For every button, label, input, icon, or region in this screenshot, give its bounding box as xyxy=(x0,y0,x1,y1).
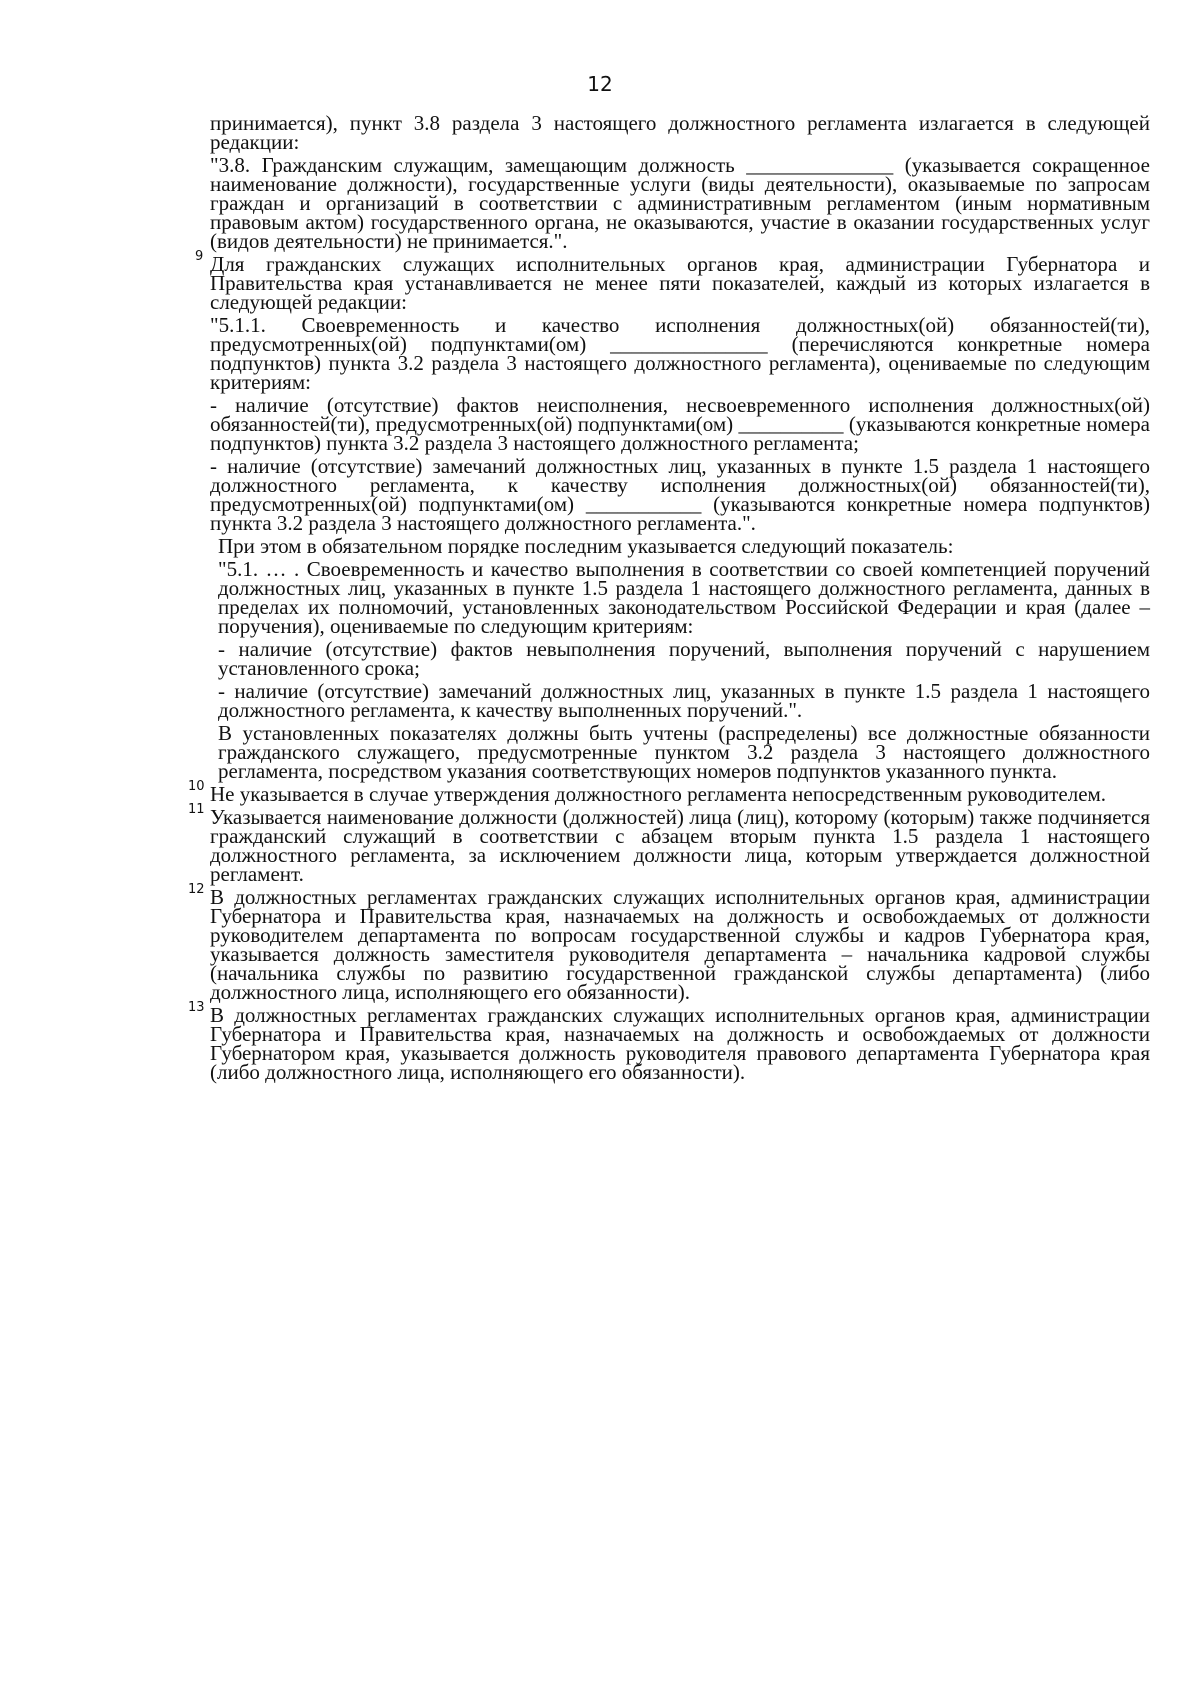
list-item: - наличие (отсутствие) фактов невыполнения поручений, выполнения поручений с нарушением установленного срока; xyxy=(218,637,1150,680)
list-item: - наличие (отсутствие) замечаний должностных лиц, указанных в пункте 1.5 раздела 1 настоящего должностного регламента, к качеству выполненных поручений.". xyxy=(218,679,1150,722)
footnote-marker: 10 xyxy=(188,779,205,794)
footnote-text: Не указывается в случае утверждения должностного регламента непосредственным руководителем. xyxy=(210,782,1107,806)
paragraph: При этом в обязательном порядке последним указывается следующий показатель: xyxy=(218,534,954,558)
footnote-marker: 9 xyxy=(195,249,204,264)
footnote-marker: 12 xyxy=(188,882,205,897)
footnote-12 xyxy=(188,882,1150,1004)
paragraph: "5.1.1. Своевременность и качество исполнения должностных(ой) обязанностей(ти), предусмотренных(ой) подпунктами(ом) _______________ (перечисляются конкретные номера подпунктов) пункта 3.2 раздела 3 настоящего должностного регламента), оцениваемые по следующим критериям: xyxy=(210,313,1150,394)
document-body xyxy=(188,111,1150,1086)
footnote-11 xyxy=(188,802,1150,886)
footnote-10 xyxy=(188,779,1150,806)
list-item: - наличие (отсутствие) фактов неисполнения, несвоевременного исполнения должностных(ой) обязанностей(ти), предусмотренных(ой) подпунктами(ом) __________ (указываются конкретные номера подпунктов) пункта 3.2 раздела 3 настоящего должностного регламента; xyxy=(210,393,1150,455)
paragraph: В установленных показателях должны быть учтены (распределены) все должностные обязанности гражданского служащего, предусмотренные пунктом 3.2 раздела 3 настоящего должностного регламента, посредством указания соответствующих номеров подпунктов указанного пункта. xyxy=(218,721,1150,783)
footnote-text: В должностных регламентах гражданских служащих исполнительных органов края, администрации Губернатора и Правительства края, назначаемых на должность и освобождаемых от должности Губернатором края, указывается должность руководителя правового департамента Губернатора края (либо должностного лица, исполняющего его обязанности). xyxy=(210,1003,1150,1084)
footnote-text: В должностных регламентах гражданских служащих исполнительных органов края, администрации Губернатора и Правительства края, назначаемых на должность и освобождаемых от должности руководителем департамента по вопросам государственной службы и кадров Губернатора края, указывается должность заместителя руководителя департамента – начальника кадровой службы (начальника службы по развитию государственной гражданской службы департамента) (либо должностного лица, исполняющего его обязанности). xyxy=(210,885,1150,1004)
footnote-text: Указывается наименование должности (должностей) лица (лиц), которому (которым) также подчиняется гражданский служащий в соответствии с абзацем вторым пункта 1.5 раздела 1 настоящего должностного регламента, за исключением должности лица, которым утверждается должностной регламент. xyxy=(210,805,1150,886)
footnote-text: Для гражданских служащих исполнительных органов края, администрации Губернатора и Правительства края устанавливается не менее пяти показателей, каждый из которых излагается в следующей редакции: xyxy=(210,252,1150,314)
paragraph: "5.1. … . Своевременность и качество выполнения в соответствии со своей компетенцией поручений должностных лиц, указанных в пункте 1.5 раздела 1 настоящего должностного регламента, данных в пределах их полномочий, установленных законодательством Российской Федерации и края (далее – поручения), оцениваемые по следующим критериям: xyxy=(218,557,1150,638)
footnote-marker: 11 xyxy=(188,802,205,817)
paragraph: принимается), пункт 3.8 раздела 3 настоящего должностного регламента излагается в следующей редакции: xyxy=(210,111,1150,154)
page-number: 12 xyxy=(587,72,613,96)
list-item: - наличие (отсутствие) замечаний должностных лиц, указанных в пункте 1.5 раздела 1 настоящего должностного регламента, к качеству исполнения должностных(ой) обязанностей(ти), предусмотренных(ой) подпунктами(ом) ___________ (указываются конкретные номера подпунктов) пункта 3.2 раздела 3 настоящего должностного регламента.". xyxy=(210,454,1150,535)
paragraph: "3.8. Гражданским служащим, замещающим должность ______________ (указывается сокращенное наименование должности), государственные услуги (виды деятельности), оказываемые по запросам граждан и организаций в соответствии с административным регламентом (иным нормативным правовым актом) государственного органа, не оказываются, участие в оказании государственных услуг (видов деятельности) не принимается.". xyxy=(210,153,1150,253)
footnote-marker: 13 xyxy=(188,1000,205,1015)
footnote-13 xyxy=(188,1000,1150,1084)
footnote-9 xyxy=(195,249,1150,314)
